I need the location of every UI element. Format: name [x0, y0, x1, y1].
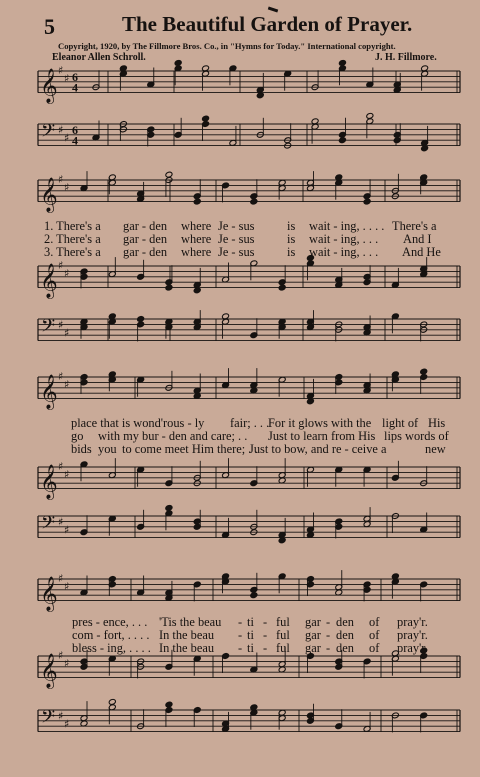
treble-clef-icon: 𝄞 [40, 464, 58, 500]
sharp-icon: ♯ [58, 173, 64, 186]
staff-10 [38, 656, 460, 678]
lyricist-credit: Eleanor Allen Schroll. [52, 52, 146, 63]
notehead [193, 198, 201, 205]
copyright-notice: Copyright, 1920, by The Fillmore Bros. Co., in "Hymns for Today." International copyright. [58, 41, 396, 51]
sharp-icon: ♯ [58, 515, 64, 529]
sharp-icon: ♯ [58, 709, 64, 723]
notehead [174, 60, 182, 67]
notehead [165, 284, 173, 291]
sharp-icon: ♯ [58, 259, 64, 272]
sharp-icon: ♯ [58, 123, 64, 137]
hymn-title: The Beautiful Garden of Prayer. [122, 12, 413, 36]
bass-clef-icon: 𝄢 [41, 707, 56, 733]
sharp-icon: ♯ [64, 717, 70, 731]
sharp-icon: ♯ [64, 131, 70, 145]
treble-clef-icon: 𝄞 [40, 68, 58, 104]
sharp-icon: ♯ [64, 657, 70, 671]
composer-credit: J. H. Fillmore. [375, 52, 437, 63]
notehead [420, 368, 428, 375]
sharp-icon: ♯ [58, 64, 64, 77]
sharp-icon: ♯ [58, 370, 64, 383]
sharp-icon: ♯ [64, 267, 70, 281]
bass-clef-icon: 𝄢 [41, 121, 56, 147]
notehead [165, 505, 173, 512]
bass-clef-icon: 𝄢 [41, 513, 56, 539]
sharp-icon: ♯ [58, 649, 64, 662]
notehead [250, 198, 258, 205]
sharp-icon: ♯ [64, 580, 70, 594]
notehead [363, 198, 371, 205]
notehead [137, 316, 145, 323]
sharp-icon: ♯ [64, 326, 70, 340]
staff-8 [38, 516, 460, 538]
sharp-icon: ♯ [64, 378, 70, 392]
verse-line-3-1: pres - ence, . . . 'Tis the beau - ti - ful gar - den of pray'r. [72, 615, 428, 629]
staff-5 [38, 319, 460, 341]
sharp-icon: ♯ [64, 181, 70, 195]
verse-line-3-3: bless - ing, . . . . In the beau - ti - ful gar - den of pray'r. [72, 641, 428, 655]
notehead [366, 113, 374, 120]
sharp-icon: ♯ [64, 468, 70, 482]
time-signature-top: 6 [72, 69, 78, 84]
notehead [278, 284, 286, 291]
verse-line-1-3: 3. There's a gar - den where Je - sus is wait - ing, . . . And He [44, 245, 441, 259]
sharp-icon: ♯ [58, 318, 64, 332]
verse-line-2-2: go with my bur - den and care; . . Just to learn from His lips words of [71, 429, 449, 443]
verse-line-2-1: place that is wond'rous - ly fair; . . . For it glows with the light of His [71, 416, 446, 430]
notehead [250, 592, 258, 599]
notehead [339, 137, 347, 144]
sharp-icon: ♯ [58, 572, 64, 585]
verse-line-1-2: 2. There's a gar - den where Je - sus is wait - ing, . . . And I [44, 232, 432, 246]
notehead [165, 171, 173, 178]
time-signature-bottom: 4 [72, 133, 78, 148]
sharp-icon: ♯ [64, 523, 70, 537]
verse-line-3-2: com - fort, . . . . In the beau - ti - ful gar - den of pray'r. [72, 628, 428, 642]
verse-line-1-1: 1. There's a gar - den where Je - sus is wait - ing, . . . . There's a [44, 219, 437, 233]
notehead [165, 701, 173, 708]
time-signature-top: 6 [72, 122, 78, 137]
treble-clef-icon: 𝄞 [40, 576, 58, 612]
notehead [202, 115, 210, 122]
sharp-icon: ♯ [64, 72, 70, 86]
treble-clef-icon: 𝄞 [40, 177, 58, 213]
time-signature-bottom: 4 [72, 80, 78, 95]
notehead [339, 60, 347, 67]
treble-clef-icon: 𝄞 [40, 263, 58, 299]
treble-clef-icon: 𝄞 [40, 653, 58, 689]
hymn-number: 5 [44, 14, 55, 39]
verse-line-2-3: bids you to come meet Him there; . . Just to bow, and re - ceive a new [71, 442, 446, 456]
treble-clef-icon: 𝄞 [40, 374, 58, 410]
notehead [108, 699, 116, 706]
sharp-icon: ♯ [58, 460, 64, 473]
bass-clef-icon: 𝄢 [41, 316, 56, 342]
